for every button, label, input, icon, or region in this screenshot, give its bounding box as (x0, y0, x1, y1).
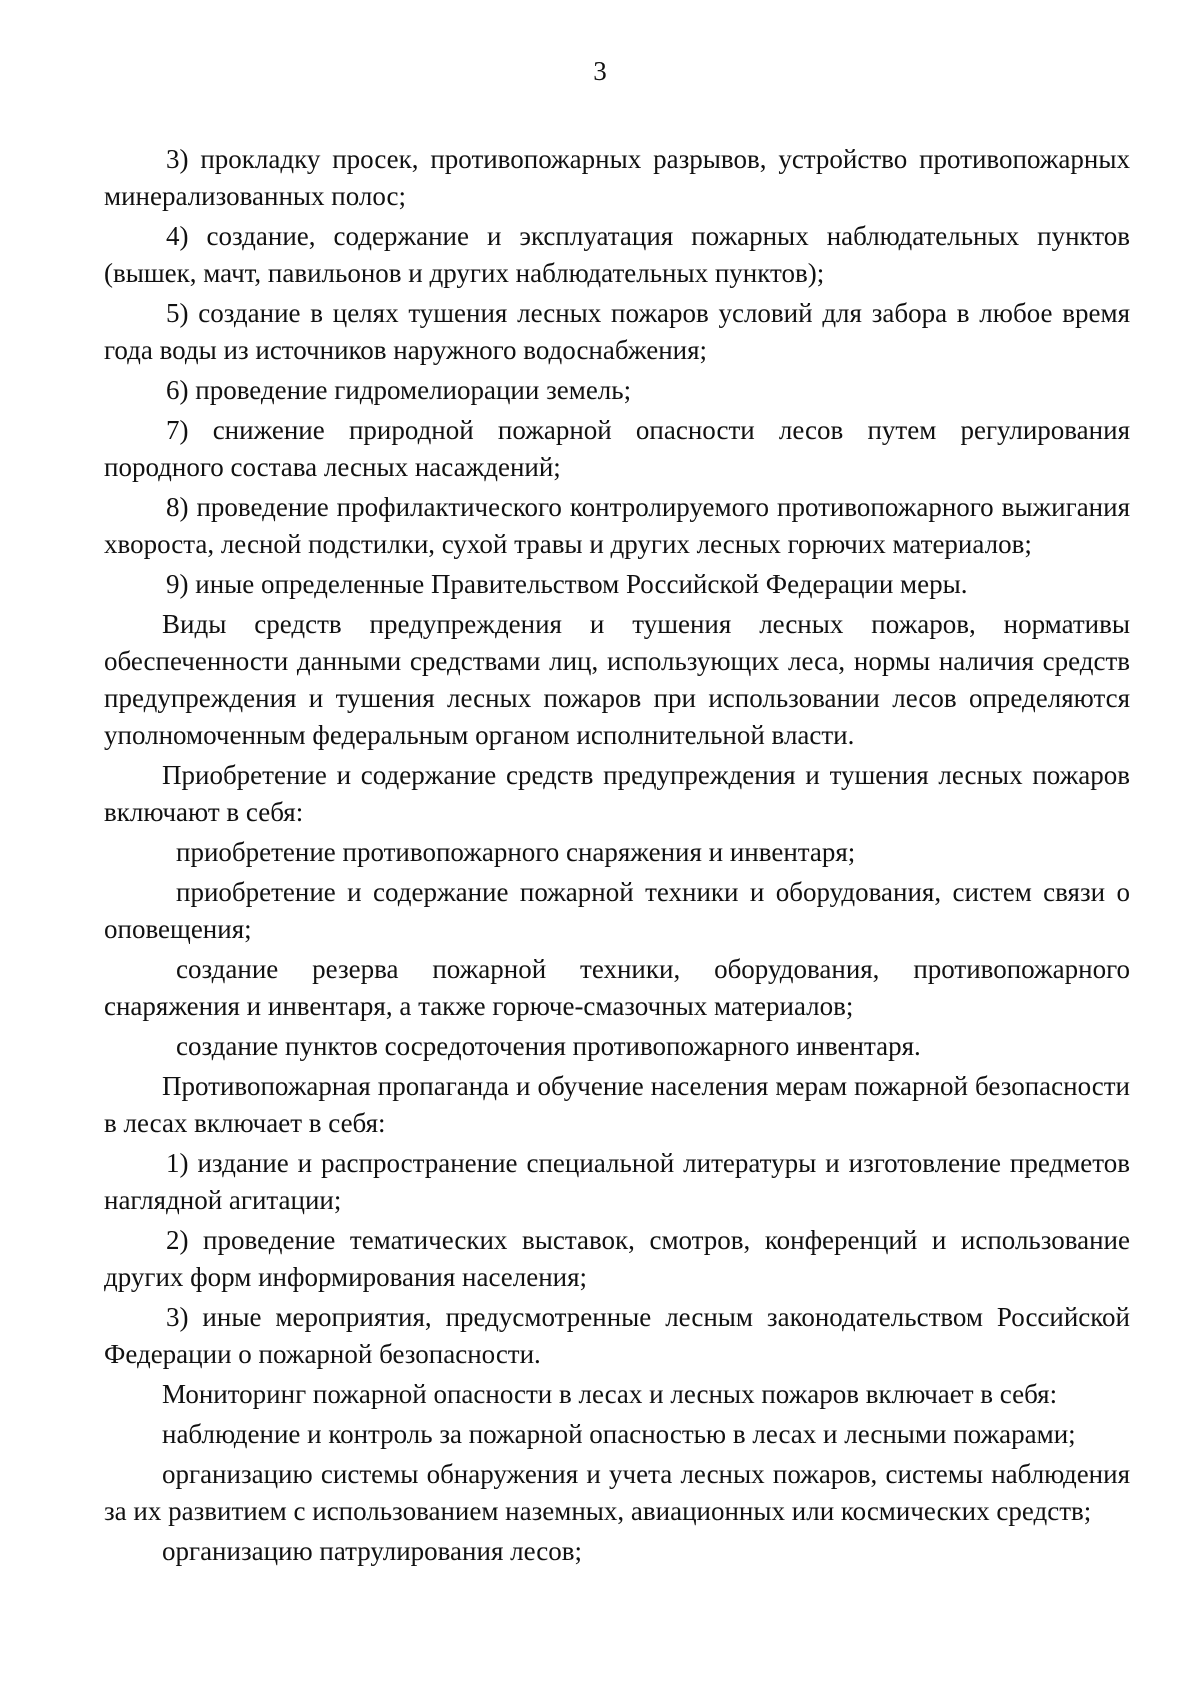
paragraph-monitoring-patrol: организацию патрулирования лесов; (162, 1536, 582, 1566)
paragraph-reserve-creation: создание резерва пожарной техники, оборудования, противопожарного снаряжения и инвентаря, а также горюче-смазочных материалов; (104, 954, 1130, 1021)
paragraph-means-types: Виды средств предупреждения и тушения лесных пожаров, нормативы обеспеченности данными средствами лиц, использующих леса, нормы наличия средств предупреждения и тушения лесных пожаров при использовании лесов определяются уполномоченным федеральным органом исполнительной власти. (104, 609, 1130, 750)
paragraph-monitoring-observation: наблюдение и контроль за пожарной опасностью в лесах и лесными пожарами; (162, 1419, 1076, 1449)
paragraph-propaganda-item-3: 3) иные мероприятия, предусмотренные лесным законодательством Российской Федерации о пожарной безопасности. (104, 1302, 1130, 1369)
paragraph-acquisition-equipment: приобретение противопожарного снаряжения и инвентаря; (176, 837, 856, 867)
page-number: 3 (593, 56, 607, 86)
paragraph-acquisition-machinery: приобретение и содержание пожарной техники и оборудования, систем связи о оповещения; (104, 877, 1130, 944)
paragraph-acquisition-intro: Приобретение и содержание средств предупреждения и тушения лесных пожаров включают в себя: (104, 760, 1130, 827)
paragraph-monitoring-intro: Мониторинг пожарной опасности в лесах и лесных пожаров включает в себя: (162, 1379, 1058, 1409)
paragraph-item-7-fire-danger-reduction: 7) снижение природной пожарной опасности лесов путем регулирования породного состава лесных насаждений; (104, 415, 1130, 482)
paragraph-item-6-hydromelioration: 6) проведение гидромелиорации земель; (166, 375, 632, 405)
paragraph-monitoring-detection-system: организацию системы обнаружения и учета лесных пожаров, системы наблюдения за их развитием с использованием наземных, авиационных или космических средств; (104, 1459, 1130, 1526)
paragraph-item-3-clearings: 3) прокладку просек, противопожарных разрывов, устройство противопожарных минерализованных полос; (104, 144, 1130, 211)
paragraph-inventory-points: создание пунктов сосредоточения противопожарного инвентаря. (176, 1031, 921, 1061)
paragraph-propaganda-intro: Противопожарная пропаганда и обучение населения мерам пожарной безопасности в лесах включает в себя: (104, 1071, 1130, 1138)
paragraph-item-9-other-measures: 9) иные определенные Правительством Российской Федерации меры. (166, 569, 968, 599)
paragraph-item-8-controlled-burning: 8) проведение профилактического контролируемого противопожарного выжигания хвороста, лесной подстилки, сухой травы и других лесных горючих материалов; (104, 492, 1130, 559)
paragraph-item-5-water-supply: 5) создание в целях тушения лесных пожаров условий для забора в любое время года воды из источников наружного водоснабжения; (104, 298, 1130, 365)
paragraph-item-4-observation-points: 4) создание, содержание и эксплуатация пожарных наблюдательных пунктов (вышек, мачт, павильонов и других наблюдательных пунктов); (104, 221, 1130, 288)
paragraph-propaganda-item-1: 1) издание и распространение специальной литературы и изготовление предметов наглядной агитации; (104, 1148, 1130, 1215)
paragraph-propaganda-item-2: 2) проведение тематических выставок, смотров, конференций и использование других форм информирования населения; (104, 1225, 1130, 1292)
document-body (104, 141, 1130, 1573)
